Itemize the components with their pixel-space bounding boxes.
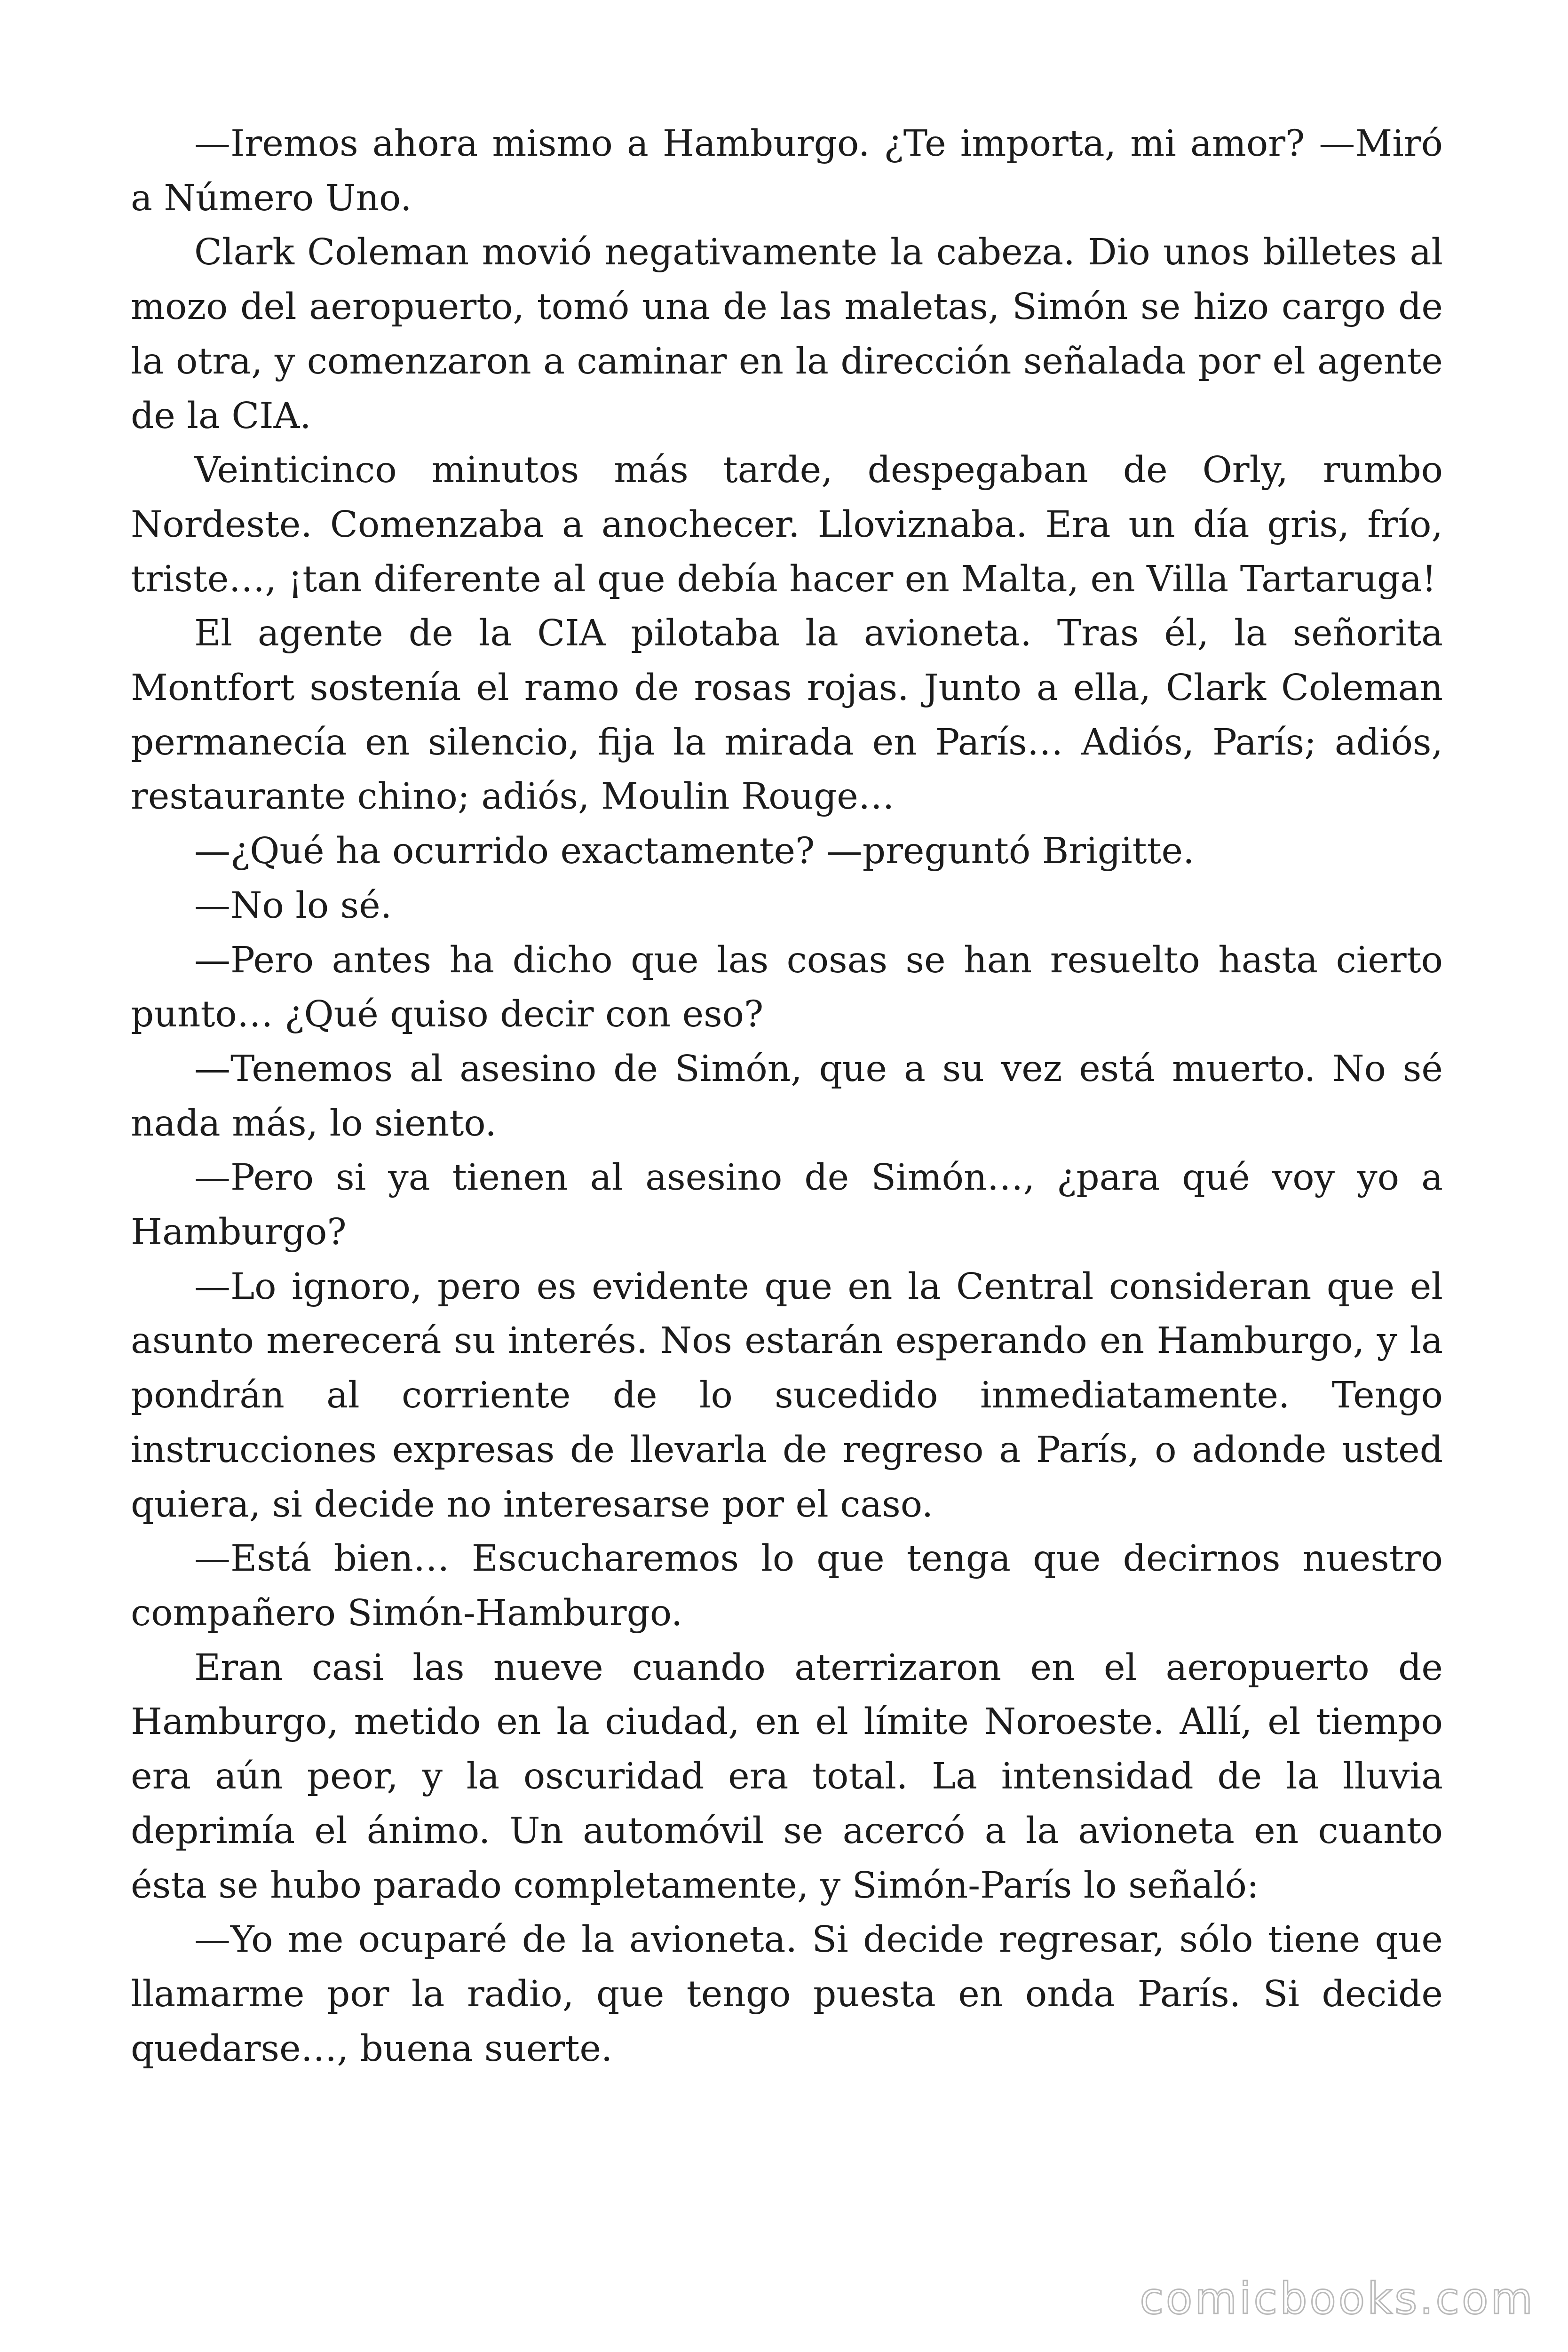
page-body bbox=[131, 117, 1443, 2076]
paragraph: —Lo ignoro, pero es evidente que en la Central consideran que el asunto merecerá su interés. Nos estarán esperando en Hamburgo, y la pondrán al corriente de lo sucedido inmediatamente. Tengo instrucciones expresas de llevarla de regreso a París, o adonde usted quiera, si decide no interesarse por el caso. bbox=[131, 1265, 1443, 1526]
paragraph: —No lo sé. bbox=[194, 884, 392, 927]
paragraph: —Iremos ahora mismo a Hamburgo. ¿Te importa, mi amor? —Miró a Número Uno. bbox=[131, 123, 1443, 219]
paragraph: —¿Qué ha ocurrido exactamente? —preguntó Brigitte. bbox=[194, 830, 1195, 873]
paragraph: Eran casi las nueve cuando aterrizaron en el aeropuerto de Hamburgo, metido en la ciudad, en el límite Noroeste. Allí, el tiempo era aún peor, y la oscuridad era total. La intensidad de la lluvia deprimía el ánimo. Un automóvil se acercó a la avioneta en cuanto ésta se hubo parado completamente, y Simón-París lo señaló: bbox=[131, 1646, 1443, 1907]
paragraph: —Pero si ya tienen al asesino de Simón…, ¿para qué voy yo a Hamburgo? bbox=[131, 1157, 1443, 1254]
paragraph: Veinticinco minutos más tarde, despegaban de Orly, rumbo Nordeste. Comenzaba a anochecer. Lloviznaba. Era un día gris, frío, triste…, ¡tan diferente al que debía hacer en Malta, en Villa Tartaruga! bbox=[131, 449, 1443, 600]
paragraph: Clark Coleman movió negativamente la cabeza. Dio unos billetes al mozo del aeropuerto, tomó una de las maletas, Simón se hizo cargo de la otra, y comenzaron a caminar en la dirección señalada por el agente de la CIA. bbox=[131, 231, 1443, 437]
paragraph: —Está bien… Escucharemos lo que tenga que decirnos nuestro compañero Simón-Hamburgo. bbox=[131, 1538, 1443, 1634]
paragraph: —Pero antes ha dicho que las cosas se han resuelto hasta cierto punto… ¿Qué quiso decir con eso? bbox=[131, 939, 1443, 1036]
watermark: comicbooks.com bbox=[1140, 2273, 1535, 2324]
paragraph: El agente de la CIA pilotaba la avioneta. Tras él, la señorita Montfort sostenía el ramo de rosas rojas. Junto a ella, Clark Coleman permanecía en silencio, fija la mirada en París… Adiós, París; adiós, restaurante chino; adiós, Moulin Rouge… bbox=[131, 612, 1443, 818]
paragraph: —Tenemos al asesino de Simón, que a su vez está muerto. No sé nada más, lo siento. bbox=[131, 1048, 1443, 1144]
paragraph: —Yo me ocuparé de la avioneta. Si decide regresar, sólo tiene que llamarme por la radio, que tengo puesta en onda París. Si decide quedarse…, buena suerte. bbox=[131, 1919, 1443, 2070]
